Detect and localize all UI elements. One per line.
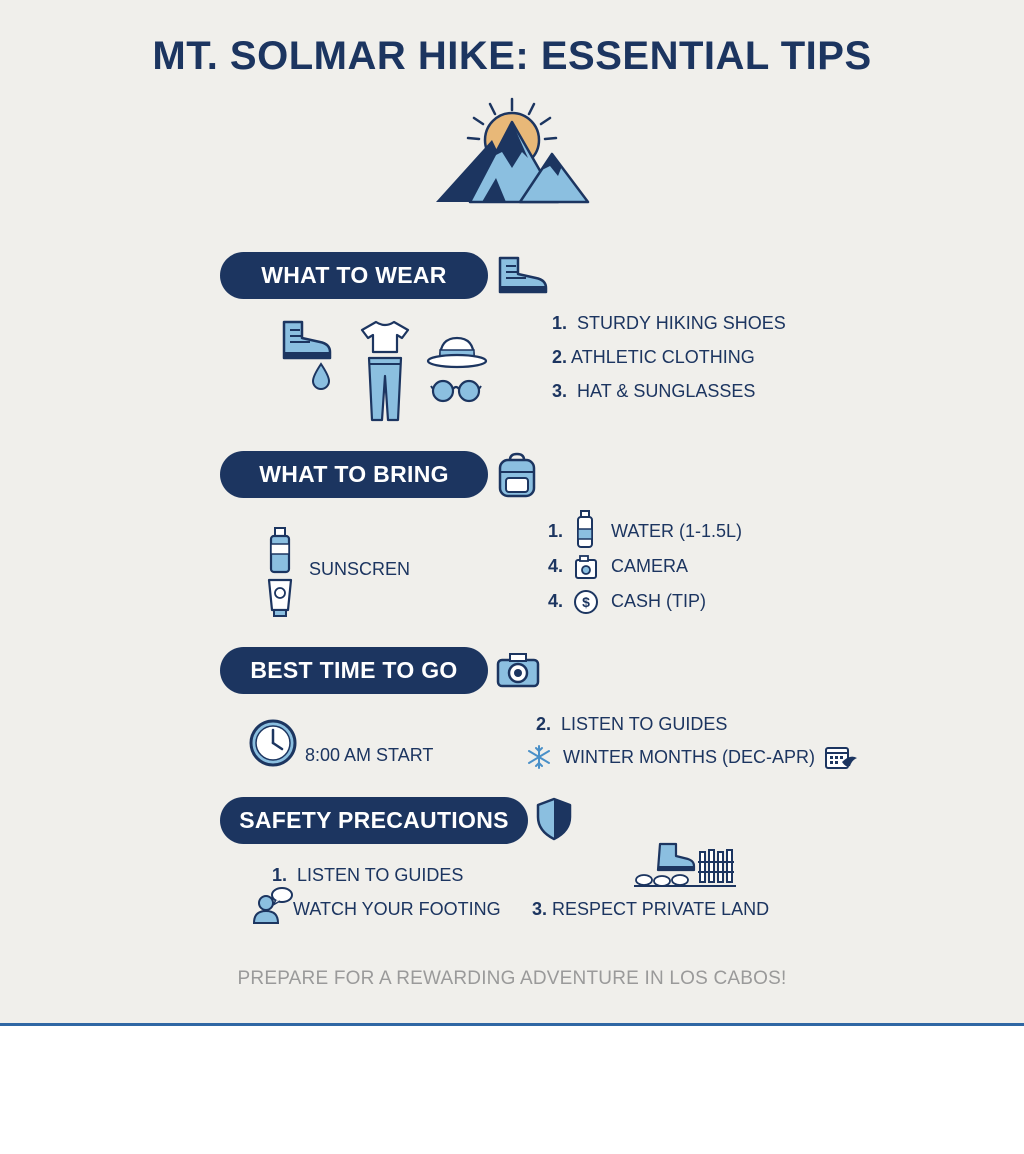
camera-icon xyxy=(574,554,598,580)
t-shirt-icon xyxy=(360,320,410,354)
sunglasses-icon xyxy=(430,378,482,404)
bring-item-1-text: WATER (1-1.5L) xyxy=(611,521,743,541)
bring-item-2 xyxy=(548,554,563,578)
start-time-label: 8:00 AM START xyxy=(305,745,434,765)
hiking-boot-icon xyxy=(496,256,550,296)
winter-months-text: WINTER MONTHS (DEC-APR) xyxy=(563,747,815,767)
safety-item-2-text: WATCH YOUR FOOTING xyxy=(293,899,501,919)
camera-icon xyxy=(496,652,540,688)
snowflake-icon xyxy=(526,744,552,770)
boot-fence-icon xyxy=(634,842,736,888)
safety-item-3-text: RESPECT PRIVATE LAND xyxy=(552,899,770,919)
bring-item-1-number: 1. xyxy=(548,521,564,541)
safety-item-1 xyxy=(272,863,463,887)
section-heading-what-to-wear xyxy=(220,252,488,299)
dollar-coin-icon xyxy=(573,589,599,615)
bring-item-2-number: 4. xyxy=(548,556,564,576)
clock-icon xyxy=(248,718,298,768)
wear-item-2-text: ATHLETIC CLOTHING xyxy=(571,347,755,367)
best-time-heading-text: BEST TIME TO GO xyxy=(250,657,458,683)
water-bottle-icon xyxy=(575,509,595,549)
wear-item-2-number: 2. xyxy=(552,347,568,367)
calendar-icon xyxy=(824,744,858,770)
time-item-number: 2. xyxy=(536,714,552,734)
bring-item-2-text: CAMERA xyxy=(611,556,689,576)
bring-item-3-number: 4. xyxy=(548,591,564,611)
bring-item-3 xyxy=(548,589,563,613)
what-to-wear-heading-text: WHAT TO WEAR xyxy=(261,262,447,288)
sunscreen-bottle-icon xyxy=(268,526,292,574)
water-drop-icon xyxy=(311,362,331,390)
safety-heading-text: SAFETY PRECAUTIONS xyxy=(239,807,509,833)
page-title: MT. SOLMAR HIKE: ESSENTIAL TIPS xyxy=(152,34,872,78)
section-heading-safety xyxy=(220,797,528,844)
what-to-bring-heading-text: WHAT TO BRING xyxy=(259,461,449,487)
sunscreen-tube-icon xyxy=(266,578,294,618)
time-item xyxy=(536,712,727,736)
wear-item-3 xyxy=(552,379,755,403)
bring-item-3-text: CASH (TIP) xyxy=(611,591,707,611)
bottom-divider xyxy=(0,1023,1024,1026)
safety-item-1-text: LISTEN TO GUIDES xyxy=(297,865,464,885)
backpack-icon xyxy=(496,452,538,498)
wear-item-3-number: 3. xyxy=(552,381,568,401)
wear-item-1-text: STURDY HIKING SHOES xyxy=(577,313,786,333)
time-item-text: LISTEN TO GUIDES xyxy=(561,714,728,734)
safety-item-3 xyxy=(532,897,769,921)
mountain-sun-icon xyxy=(430,96,594,206)
section-heading-what-to-bring xyxy=(220,451,488,498)
safety-item-1-number: 1. xyxy=(272,865,288,885)
wear-item-2 xyxy=(552,345,755,369)
guide-speech-icon xyxy=(252,887,294,925)
pants-icon xyxy=(366,356,404,422)
sunscreen-label: SUNSCREN xyxy=(309,559,411,579)
safety-item-3-number: 3. xyxy=(532,899,548,919)
shield-icon xyxy=(535,797,573,841)
bring-item-1 xyxy=(548,519,563,543)
wear-item-3-text: HAT & SUNGLASSES xyxy=(577,381,756,401)
section-heading-best-time xyxy=(220,647,488,694)
wear-item-1-number: 1. xyxy=(552,313,568,333)
hat-icon xyxy=(426,334,488,370)
wear-item-1 xyxy=(552,311,786,335)
footer-tagline: PREPARE FOR A REWARDING ADVENTURE IN LOS CABOS! xyxy=(237,968,787,989)
svg-text:$: $ xyxy=(582,594,590,610)
